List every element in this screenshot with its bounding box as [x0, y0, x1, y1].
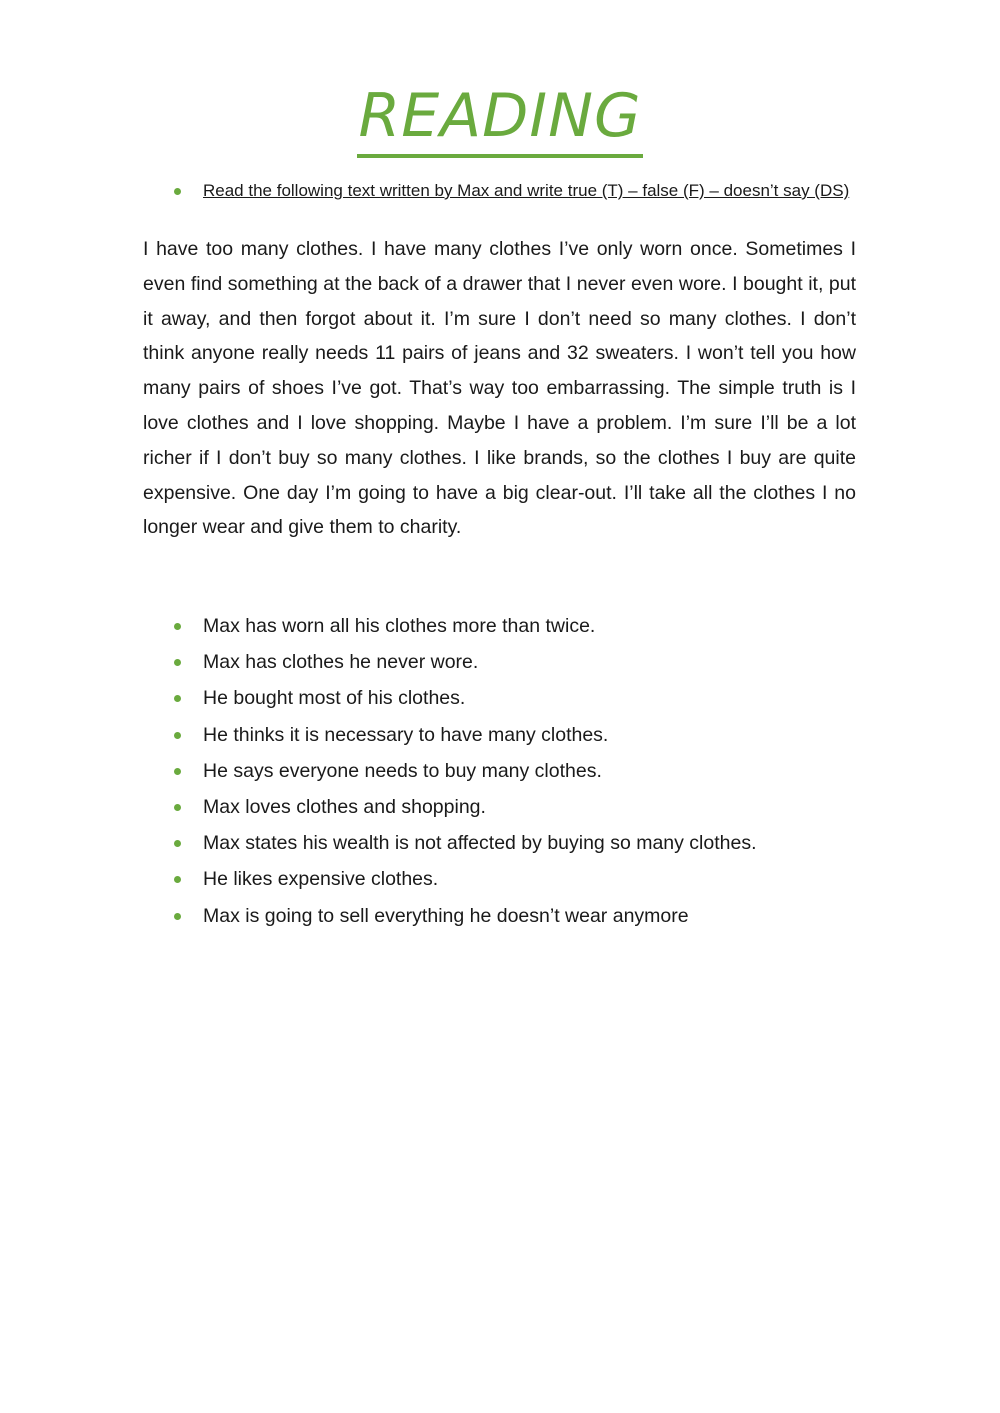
page-title [0, 78, 1000, 158]
statement-text: Max has worn all his clothes more than twice. [203, 615, 596, 637]
bullet-dot-icon [174, 732, 181, 739]
statement-text: Max loves clothes and shopping. [203, 796, 486, 819]
list-item [174, 608, 874, 644]
statement-text: He says everyone needs to buy many clothes. [203, 759, 602, 782]
statement-text: He thinks it is necessary to have many clothes. [203, 723, 609, 746]
bullet-dot-icon [174, 840, 181, 847]
page-title-text: READING [357, 78, 644, 158]
list-item [174, 717, 874, 753]
bullet-dot-icon [174, 188, 181, 195]
list-item [174, 898, 874, 934]
list-item [174, 789, 874, 825]
reading-passage: I have too many clothes. I have many clothes I’ve only worn once. Sometimes I even find something at the back of a drawer that I never even wore. I bought it, put it away, and then forgot about it. I’m sure I don’t need so many clothes. I don’t think anyone really needs 11 pairs of jeans and 32 sweaters. I won’t tell you how many pairs of shoes I’ve got. That’s way too embarrassing. The simple truth is I love clothes and I love shopping. Maybe I have a problem. I’m sure I’ll be a lot richer if I don’t buy so many clothes. I like brands, so the clothes I buy are quite expensive. One day I’m going to have a big clear-out. I’ll take all the clothes I no longer wear and give them to charity. [143, 238, 856, 539]
statement-text: Max has clothes he never wore. [203, 651, 479, 674]
instruction-text: Read the following text written by Max and write true (T) – false (F) – doesn’t say (DS) [203, 181, 850, 200]
list-item [174, 861, 874, 897]
list-item [174, 825, 874, 861]
statement-text: Max is going to sell everything he doesn’t wear anymore [203, 904, 689, 927]
bullet-dot-icon [174, 768, 181, 775]
bullet-dot-icon [174, 623, 181, 630]
bullet-dot-icon [174, 695, 181, 702]
bullet-dot-icon [174, 913, 181, 920]
bullet-dot-icon [174, 876, 181, 883]
instruction-item [174, 180, 854, 202]
bullet-dot-icon [174, 659, 181, 666]
statement-list [174, 608, 874, 934]
list-item [174, 644, 874, 680]
statement-text: He bought most of his clothes. [203, 687, 466, 710]
statement-text: Max states his wealth is not affected by buying so many clothes. [203, 832, 757, 855]
list-item [174, 753, 874, 789]
instruction-list [174, 180, 854, 202]
list-item [174, 680, 874, 716]
bullet-dot-icon [174, 804, 181, 811]
statement-text: He likes expensive clothes. [203, 868, 439, 891]
